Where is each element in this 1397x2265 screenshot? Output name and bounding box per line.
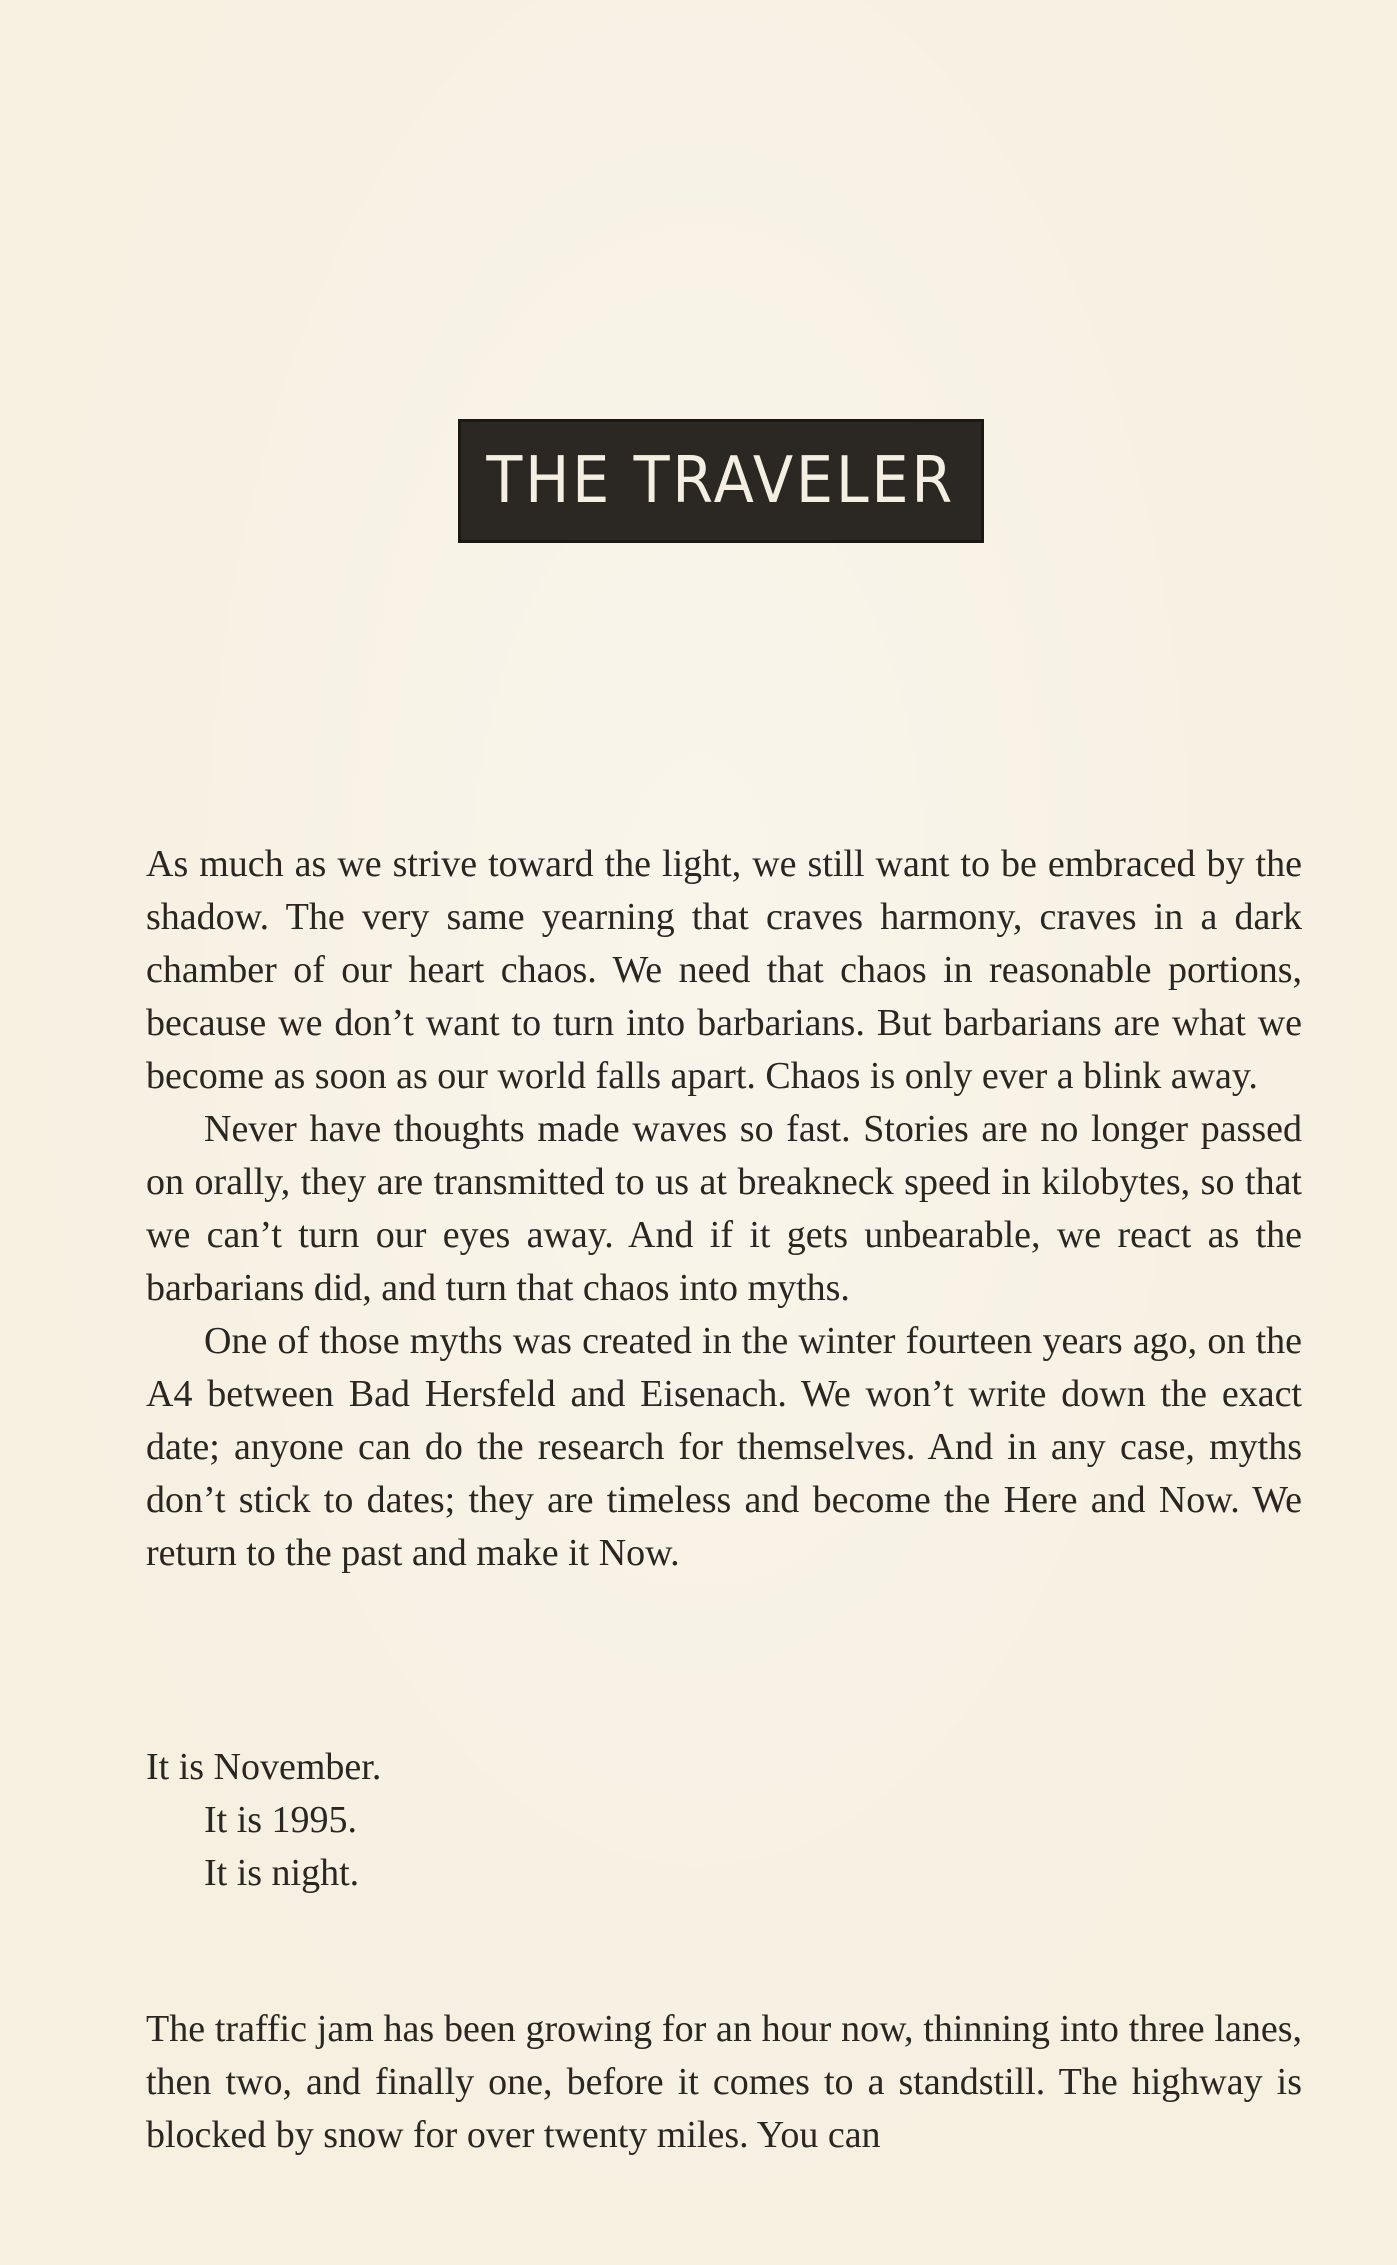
opening-text-block <box>146 838 1302 1580</box>
paragraph: As much as we strive toward the light, we still want to be embraced by the shadow. The very same yearning that craves harmony, craves in a dark chamber of our heart chaos. We need that chaos in reasonable portions, because we don’t want to turn into barbarians. But barbarians are what we become as soon as our world falls apart. Chaos is only ever a blink away. <box>146 843 1302 1097</box>
chapter-title: THE TRAVELER <box>486 444 956 518</box>
paragraph: Never have thoughts made waves so fast. Stories are no longer passed on orally, they are transmitted to us at breakneck speed in kilobytes, so that we can’t turn our eyes away. And if it gets unbearable, we react as the barbarians did, and turn that chaos into myths. <box>146 1108 1302 1309</box>
paragraph: The traffic jam has been growing for an hour now, thinning into three lanes, then two, and finally one, before it comes to a standstill. The highway is blocked by snow for over twenty miles. You can <box>146 2008 1302 2156</box>
setting-line: It is November. <box>146 1746 382 1788</box>
paragraph: One of those myths was created in the winter fourteen years ago, on the A4 between Bad Hersfeld and Eisenach. We won’t write down the exact date; anyone can do the research for themselves. And in any case, myths don’t stick to dates; they are timeless and become the Here and Now. We return to the past and make it Now. <box>146 1320 1302 1574</box>
setting-line: It is 1995. <box>204 1799 358 1841</box>
continuation-text-block <box>146 2003 1302 2162</box>
setting-line: It is night. <box>204 1852 360 1894</box>
time-setting-block <box>146 1741 1302 1900</box>
chapter-title-box <box>458 419 984 543</box>
